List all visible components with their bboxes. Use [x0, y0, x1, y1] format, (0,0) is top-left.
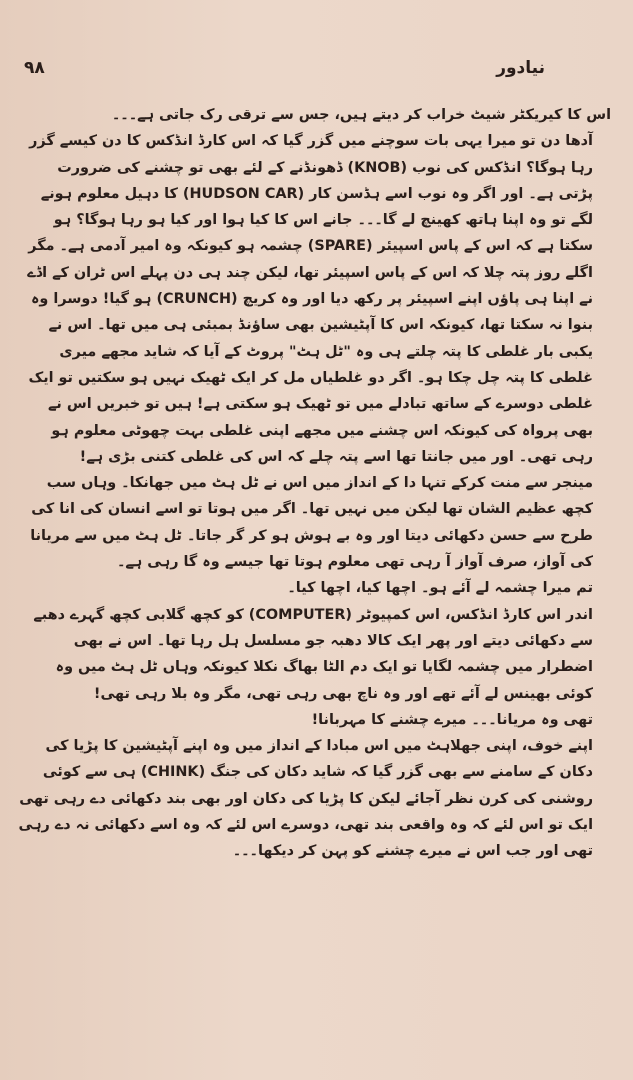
- paragraph: مینجر سے منت کرکے تنہا دا کے انداز میں اس نے ٹل ہٹ میں جھانکا۔ وہاں سب کچھ عظیم الشان تھا لیکن میں نہیں تھا۔ اگر میں ہوتا تو اسے انسان کی انا کی طرح سے حسن دکھائی دیتا اور وہ بے ہوش ہو کر گر جاتا۔ ٹل ہٹ میں سے مریانا کی آواز، صرف آواز آ رہی تھی معلوم ہوتا تھا جیسے وہ گا رہی ہے۔: [30, 475, 593, 571]
- paragraph: آدھا دن تو میرا یہی بات سوچنے میں گزر گیا کہ اس کارڈ انڈکس کا دن کیسے گزر رہا ہوگا؟ انڈکس کی نوب (KNOB) ڈھونڈنے کے لئے بھی تو چشنے کی ضرورت پڑتی ہے۔ اور اگر وہ نوب اسے ہڈسن کار (HUDSON CAR) کا دہیل معلوم ہونے لگے تو وہ اپنا ہاتھ کھینچ لے گا۔۔۔ جانے اس کا کیا ہوا اور کیا ہو رہا ہوگا؟ ہو سکتا ہے کہ اس کے پاس اسپیئر (SPARE) چشمہ ہو کیونکہ وہ امیر آدمی ہے۔ مگر اگلے روز پتہ چلا کہ اس کے پاس اسپیئر تھا، لیکن چند ہی دن پہلے اس ٹران کے اڈے نے اپنا ہی پاؤں اپنے اسپیئر پر رکھ دیا اور وہ کریچ (CRUNCH) ہو گیا! دوسرا وہ بنوا نہ سکتا تھا، کیونکہ اس کا آپٹیشین بھی ساؤنڈ بمبئی ہی میں تھا۔ اس نے یکبی بار غلطی کا پتہ چلتے ہی وہ "ٹل ہٹ" پروٹ کے آیا کہ شاید مجھے میری غلطی کا پتہ چل چکا ہو۔ اگر دو غلطیاں مل کر ایک ٹھیک نہیں ہو سکتیں تو ایک غلطی دوسرے کے ساتھ تبادلے میں تو ٹھیک ہو سکتی ہے! ہیں تو خبریں اس نے بھی پرواہ کی کیونکہ اس چشنے میں مجھے اپنی غلطی بہت چھوٹی معلوم ہو رہی تھی۔ اور میں جانتا تھا اسے پتہ چلے کہ اس کی غلطی کتنی بڑی ہے!: [27, 133, 593, 465]
- page-header: [24, 58, 545, 88]
- body-text: [18, 102, 611, 865]
- paragraph: اس کا کیریکٹر شیٹ خراب کر دیتے ہیں، جس سے ترقی رک جاتی ہے۔۔۔: [111, 107, 611, 123]
- paragraph: اندر اس کارڈ انڈکس، اس کمپیوٹر (COMPUTER) کو کچھ گلابی کچھ گہرے دھبے سے دکھائی دیتے اور پھر ایک کالا دھبہ جو مسلسل ہل رہا تھا۔ اس نے بھی اضطرار میں چشمہ لگایا تو ایک دم الٹا بھاگ نکلا کیونکہ وہاں ٹل ہٹ میں وہ کوئی بھینس لے آئے تھے اور وہ ناچ بھی رہی تھی، مگر وہ بلا رہی تھی!: [33, 606, 593, 702]
- paragraph: تھی وہ مریانا۔۔۔ میرے چشنے کا مہربانا!: [311, 711, 593, 728]
- page-number: ۹۸: [24, 58, 45, 78]
- running-title: نیادور: [496, 58, 545, 78]
- paragraph: اپنے خوف، اپنی جھلاہٹ میں اس مبادا کے انداز میں وہ اپنے آپٹیشین کا پڑیا کی دکان کے سامنے سے بھی گزر گیا کہ شاید دکان کی جنگ (CHINK) ہی سے کوئی روشنی کی کرن نظر آجائے لیکن کا پڑیا کی دکان اور بھی بند دکھائی دے رہی تھی ایک تو اس لئے کہ وہ واقعی بند تھی، دوسرے اس لئے کہ وہ اسے دکھائی نہ دے رہی تھی اور جب اس نے میرے چشنے کو پہن کر دیکھا۔۔۔: [18, 738, 593, 860]
- paragraph: تم میرا چشمہ لے آئے ہو۔ اچھا کیا، اچھا کیا۔: [287, 580, 593, 597]
